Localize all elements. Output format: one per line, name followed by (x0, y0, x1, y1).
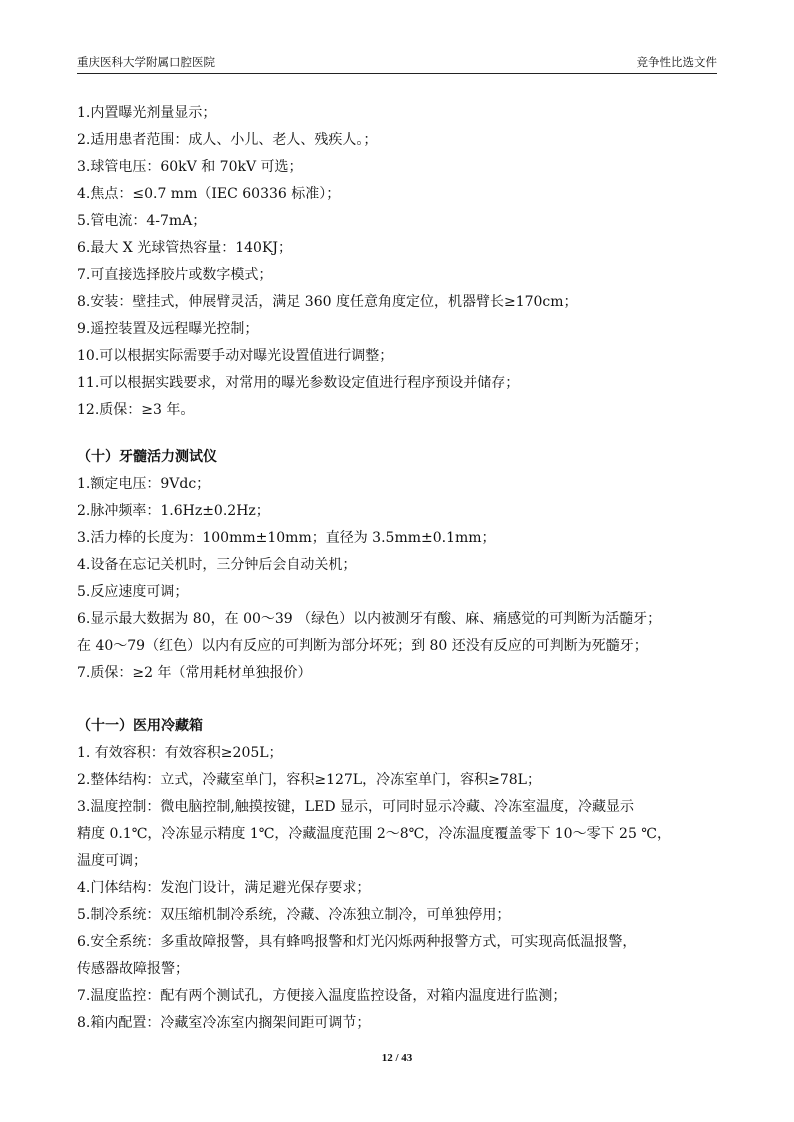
list-item: 3.球管电压：60kV 和 70kV 可选； (77, 159, 303, 175)
list-item: 传感器故障报警； (77, 961, 189, 977)
spec-list-xray (77, 100, 717, 424)
list-item: 10.可以根据实际需要手动对曝光设置值进行调整； (77, 348, 394, 364)
list-item: 5.制冷系统：双压缩机制冷系统，冷藏、冷冻独立制冷，可单独停用； (77, 907, 511, 923)
section-heading: （十一）医用冷藏箱 (77, 718, 203, 734)
list-item: 8.安装：壁挂式，伸展臂灵活，满足 360 度任意角度定位，机器臂长≥170cm； (77, 294, 578, 310)
list-item: 2.适用患者范围：成人、小儿、老人、残疾人。； (77, 132, 378, 148)
list-item: 4.设备在忘记关机时，三分钟后会自动关机； (77, 557, 357, 573)
page-header (77, 55, 717, 74)
list-item: 8.箱内配置：冷藏室冷冻室内搁架间距可调节； (77, 1015, 371, 1031)
header-hospital-name: 重庆医科大学附属口腔医院 (77, 55, 215, 69)
list-item: 4.焦点：≤0.7 mm（IEC 60336 标准）； (77, 186, 341, 202)
section-spacer (77, 687, 717, 713)
list-item: 1.内置曝光剂量显示； (77, 105, 217, 121)
list-item: 在 40～79（红色）以内有反应的可判断为部分坏死；到 80 还没有反应的可判断为死髓牙； (77, 638, 648, 654)
list-item: 7.可直接选择胶片或数字模式； (77, 267, 273, 283)
list-item: 1.额定电压：9Vdc； (77, 476, 211, 492)
list-item: 2.整体结构：立式，冷藏室单门，容积≥127L，冷冻室单门，容积≥78L； (77, 772, 541, 788)
list-item: 7.温度监控：配有两个测试孔，方便接入温度监控设备，对箱内温度进行监测； (77, 988, 567, 1004)
list-item: 3.活力棒的长度为：100mm±10mm；直径为 3.5mm±0.1mm； (77, 530, 496, 546)
list-item: 12.质保：≥3 年。 (77, 402, 195, 418)
list-item: 4.门体结构：发泡门设计，满足避光保存要求； (77, 880, 371, 896)
list-item: 5.管电流：4-7mA； (77, 213, 207, 229)
list-item: 11.可以根据实践要求，对常用的曝光参数设定值进行程序预设并储存； (77, 375, 520, 391)
list-item: 7.质保：≥2 年（常用耗材单独报价） (77, 665, 312, 681)
list-item: 精度 0.1℃，冷冻显示精度 1℃，冷藏温度范围 2～8℃，冷冻温度覆盖零下 10～零下 25 ℃， (77, 826, 671, 842)
document-body (77, 100, 717, 1037)
section-heading: （十）牙髓活力测试仪 (77, 449, 217, 465)
list-item: 3.温度控制：微电脑控制,触摸按键，LED 显示，可同时显示冷藏、冷冻室温度，冷藏显示 (77, 799, 634, 815)
section-medical-refrigerator (77, 713, 717, 1037)
list-item: 9.遥控装置及远程曝光控制； (77, 321, 259, 337)
list-item: 1. 有效容积：有效容积≥205L； (77, 745, 283, 761)
list-item: 温度可调； (77, 853, 147, 869)
header-document-type: 竞争性比选文件 (636, 55, 717, 69)
section-pulp-tester (77, 444, 717, 687)
list-item: 5.反应速度可调； (77, 584, 189, 600)
list-item: 6.显示最大数据为 80，在 00～39 （绿色）以内被测牙有酸、麻、痛感觉的可判断为活髓牙； (77, 611, 662, 627)
list-item: 6.最大 X 光球管热容量：140KJ； (77, 240, 293, 256)
list-item: 2.脉冲频率：1.6Hz±0.2Hz； (77, 503, 270, 519)
page-number: 12 / 43 (381, 1052, 413, 1064)
list-item: 6.安全系统：多重故障报警，具有蜂鸣报警和灯光闪烁两种报警方式，可实现高低温报警， (77, 934, 637, 950)
section-spacer (77, 424, 717, 444)
